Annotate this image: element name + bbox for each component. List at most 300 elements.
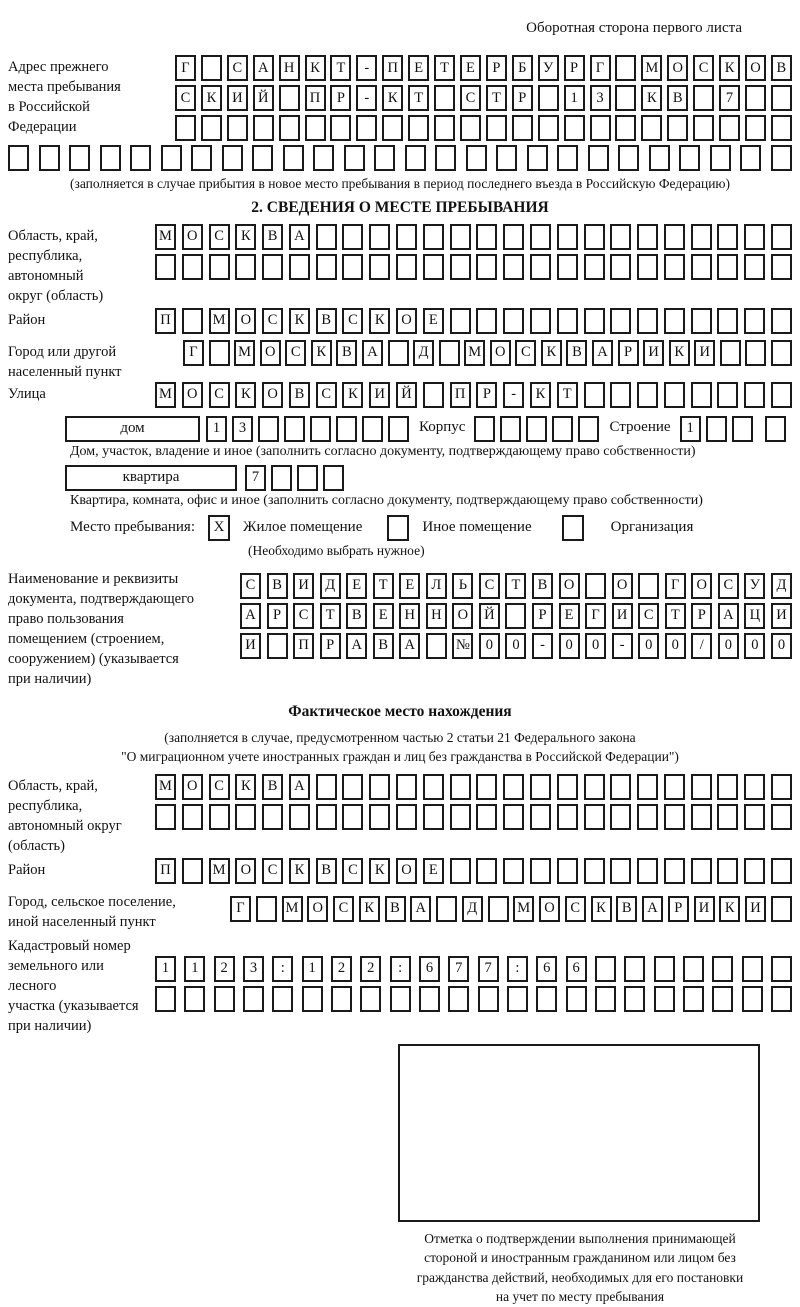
- char-cell[interactable]: [369, 254, 390, 280]
- char-cell[interactable]: [771, 340, 792, 366]
- char-cell[interactable]: [691, 774, 712, 800]
- char-cell[interactable]: А: [289, 224, 310, 250]
- char-cell[interactable]: [536, 986, 557, 1012]
- char-cell[interactable]: -: [356, 55, 377, 81]
- char-cell[interactable]: Й: [253, 85, 274, 111]
- char-cell[interactable]: И: [771, 603, 792, 629]
- char-cell[interactable]: [262, 254, 283, 280]
- char-cell[interactable]: С: [209, 224, 230, 250]
- char-cell[interactable]: К: [530, 382, 551, 408]
- char-cell[interactable]: В: [316, 858, 337, 884]
- char-cell[interactable]: [336, 416, 357, 442]
- char-cell[interactable]: О: [182, 224, 203, 250]
- char-cell[interactable]: [507, 986, 528, 1012]
- char-cell[interactable]: 0: [638, 633, 659, 659]
- char-cell[interactable]: -: [612, 633, 633, 659]
- char-cell[interactable]: [289, 804, 310, 830]
- char-cell[interactable]: [765, 416, 786, 442]
- char-cell[interactable]: [578, 416, 599, 442]
- char-cell[interactable]: [771, 956, 792, 982]
- char-cell[interactable]: [262, 804, 283, 830]
- char-cell[interactable]: К: [541, 340, 562, 366]
- char-cell[interactable]: М: [234, 340, 255, 366]
- char-cell[interactable]: Р: [691, 603, 712, 629]
- char-cell[interactable]: /: [691, 633, 712, 659]
- char-cell[interactable]: [476, 804, 497, 830]
- char-cell[interactable]: 1: [184, 956, 205, 982]
- char-cell[interactable]: 0: [505, 633, 526, 659]
- char-cell[interactable]: [654, 986, 675, 1012]
- char-cell[interactable]: [610, 858, 631, 884]
- char-cell[interactable]: [342, 224, 363, 250]
- char-cell[interactable]: И: [293, 573, 314, 599]
- char-cell[interactable]: [222, 145, 243, 171]
- char-cell[interactable]: 3: [590, 85, 611, 111]
- char-cell[interactable]: П: [155, 858, 176, 884]
- char-cell[interactable]: В: [262, 224, 283, 250]
- char-cell[interactable]: 1: [155, 956, 176, 982]
- char-cell[interactable]: О: [235, 858, 256, 884]
- char-cell[interactable]: [279, 85, 300, 111]
- char-cell[interactable]: Е: [408, 55, 429, 81]
- char-cell[interactable]: А: [399, 633, 420, 659]
- char-cell[interactable]: 2: [214, 956, 235, 982]
- char-cell[interactable]: [450, 254, 471, 280]
- char-cell[interactable]: [390, 986, 411, 1012]
- char-cell[interactable]: В: [532, 573, 553, 599]
- char-cell[interactable]: [360, 986, 381, 1012]
- char-cell[interactable]: [664, 804, 685, 830]
- char-cell[interactable]: [610, 774, 631, 800]
- char-cell[interactable]: [201, 55, 222, 81]
- char-cell[interactable]: [297, 465, 318, 491]
- char-cell[interactable]: [641, 115, 662, 141]
- char-cell[interactable]: Ь: [452, 573, 473, 599]
- char-cell[interactable]: [388, 416, 409, 442]
- char-cell[interactable]: [503, 224, 524, 250]
- char-cell[interactable]: [584, 254, 605, 280]
- char-cell[interactable]: [331, 986, 352, 1012]
- char-cell[interactable]: В: [336, 340, 357, 366]
- char-cell[interactable]: [100, 145, 121, 171]
- char-cell[interactable]: [564, 115, 585, 141]
- char-cell[interactable]: [732, 416, 753, 442]
- char-cell[interactable]: [476, 308, 497, 334]
- char-cell[interactable]: [439, 340, 460, 366]
- char-cell[interactable]: [316, 804, 337, 830]
- char-cell[interactable]: [243, 986, 264, 1012]
- stay-option-other-checkbox[interactable]: [387, 515, 409, 541]
- char-cell[interactable]: Р: [476, 382, 497, 408]
- char-cell[interactable]: [664, 382, 685, 408]
- char-cell[interactable]: С: [175, 85, 196, 111]
- char-cell[interactable]: [742, 956, 763, 982]
- char-cell[interactable]: [313, 145, 334, 171]
- char-cell[interactable]: О: [260, 340, 281, 366]
- char-cell[interactable]: 0: [771, 633, 792, 659]
- char-cell[interactable]: Е: [423, 308, 444, 334]
- char-cell[interactable]: [448, 986, 469, 1012]
- char-cell[interactable]: [423, 804, 444, 830]
- char-cell[interactable]: Е: [559, 603, 580, 629]
- char-cell[interactable]: И: [694, 896, 715, 922]
- char-cell[interactable]: [182, 308, 203, 334]
- char-cell[interactable]: [693, 85, 714, 111]
- char-cell[interactable]: 6: [566, 956, 587, 982]
- char-cell[interactable]: [771, 308, 792, 334]
- char-cell[interactable]: [530, 858, 551, 884]
- char-cell[interactable]: [683, 986, 704, 1012]
- char-cell[interactable]: [717, 382, 738, 408]
- char-cell[interactable]: [182, 858, 203, 884]
- char-cell[interactable]: 7: [478, 956, 499, 982]
- char-cell[interactable]: [584, 774, 605, 800]
- char-cell[interactable]: [396, 774, 417, 800]
- char-cell[interactable]: [184, 986, 205, 1012]
- char-cell[interactable]: [305, 115, 326, 141]
- char-cell[interactable]: [693, 115, 714, 141]
- char-cell[interactable]: [584, 858, 605, 884]
- char-cell[interactable]: [258, 416, 279, 442]
- char-cell[interactable]: [476, 774, 497, 800]
- char-cell[interactable]: [388, 340, 409, 366]
- char-cell[interactable]: [771, 774, 792, 800]
- char-cell[interactable]: О: [667, 55, 688, 81]
- char-cell[interactable]: С: [285, 340, 306, 366]
- char-cell[interactable]: П: [155, 308, 176, 334]
- char-cell[interactable]: [557, 254, 578, 280]
- char-cell[interactable]: А: [289, 774, 310, 800]
- char-cell[interactable]: И: [240, 633, 261, 659]
- char-cell[interactable]: [450, 224, 471, 250]
- char-cell[interactable]: Г: [590, 55, 611, 81]
- char-cell[interactable]: Т: [665, 603, 686, 629]
- char-cell[interactable]: Т: [408, 85, 429, 111]
- char-cell[interactable]: И: [227, 85, 248, 111]
- char-cell[interactable]: [201, 115, 222, 141]
- char-cell[interactable]: К: [342, 382, 363, 408]
- char-cell[interactable]: [450, 804, 471, 830]
- char-cell[interactable]: К: [641, 85, 662, 111]
- char-cell[interactable]: [450, 858, 471, 884]
- char-cell[interactable]: [182, 804, 203, 830]
- char-cell[interactable]: [744, 382, 765, 408]
- char-cell[interactable]: В: [566, 340, 587, 366]
- char-cell[interactable]: [423, 382, 444, 408]
- char-cell[interactable]: 0: [585, 633, 606, 659]
- char-cell[interactable]: [588, 145, 609, 171]
- char-cell[interactable]: [552, 416, 573, 442]
- char-cell[interactable]: К: [201, 85, 222, 111]
- char-cell[interactable]: [771, 896, 792, 922]
- char-cell[interactable]: [771, 382, 792, 408]
- char-cell[interactable]: [637, 254, 658, 280]
- char-cell[interactable]: [557, 308, 578, 334]
- char-cell[interactable]: [740, 145, 761, 171]
- char-cell[interactable]: [235, 254, 256, 280]
- char-cell[interactable]: А: [362, 340, 383, 366]
- char-cell[interactable]: О: [691, 573, 712, 599]
- char-cell[interactable]: [712, 986, 733, 1012]
- char-cell[interactable]: [744, 774, 765, 800]
- char-cell[interactable]: [423, 224, 444, 250]
- char-cell[interactable]: М: [155, 382, 176, 408]
- char-cell[interactable]: [316, 254, 337, 280]
- char-cell[interactable]: [69, 145, 90, 171]
- char-cell[interactable]: [745, 115, 766, 141]
- char-cell[interactable]: Р: [320, 633, 341, 659]
- char-cell[interactable]: 0: [718, 633, 739, 659]
- char-cell[interactable]: В: [267, 573, 288, 599]
- char-cell[interactable]: [155, 254, 176, 280]
- char-cell[interactable]: [500, 416, 521, 442]
- char-cell[interactable]: [503, 804, 524, 830]
- char-cell[interactable]: [679, 145, 700, 171]
- char-cell[interactable]: М: [209, 308, 230, 334]
- char-cell[interactable]: Р: [512, 85, 533, 111]
- char-cell[interactable]: А: [410, 896, 431, 922]
- char-cell[interactable]: А: [253, 55, 274, 81]
- char-cell[interactable]: [744, 224, 765, 250]
- char-cell[interactable]: [610, 224, 631, 250]
- char-cell[interactable]: О: [559, 573, 580, 599]
- char-cell[interactable]: [624, 986, 645, 1012]
- char-cell[interactable]: И: [643, 340, 664, 366]
- char-cell[interactable]: Т: [434, 55, 455, 81]
- char-cell[interactable]: А: [718, 603, 739, 629]
- char-cell[interactable]: А: [346, 633, 367, 659]
- char-cell[interactable]: [717, 254, 738, 280]
- char-cell[interactable]: С: [293, 603, 314, 629]
- char-cell[interactable]: С: [479, 573, 500, 599]
- char-cell[interactable]: [771, 224, 792, 250]
- char-cell[interactable]: [466, 145, 487, 171]
- char-cell[interactable]: [683, 956, 704, 982]
- char-cell[interactable]: В: [262, 774, 283, 800]
- char-cell[interactable]: [396, 804, 417, 830]
- char-cell[interactable]: [585, 573, 606, 599]
- char-cell[interactable]: М: [513, 896, 534, 922]
- char-cell[interactable]: [175, 115, 196, 141]
- char-cell[interactable]: [720, 340, 741, 366]
- char-cell[interactable]: В: [289, 382, 310, 408]
- char-cell[interactable]: [526, 416, 547, 442]
- char-cell[interactable]: [505, 603, 526, 629]
- char-cell[interactable]: [503, 774, 524, 800]
- char-cell[interactable]: М: [282, 896, 303, 922]
- char-cell[interactable]: 2: [331, 956, 352, 982]
- char-cell[interactable]: С: [333, 896, 354, 922]
- char-cell[interactable]: С: [262, 308, 283, 334]
- char-cell[interactable]: [476, 224, 497, 250]
- char-cell[interactable]: [664, 774, 685, 800]
- char-cell[interactable]: [272, 986, 293, 1012]
- char-cell[interactable]: [191, 145, 212, 171]
- char-cell[interactable]: [710, 145, 731, 171]
- char-cell[interactable]: 7: [719, 85, 740, 111]
- char-cell[interactable]: [476, 858, 497, 884]
- char-cell[interactable]: -: [532, 633, 553, 659]
- char-cell[interactable]: [744, 804, 765, 830]
- char-cell[interactable]: С: [209, 382, 230, 408]
- char-cell[interactable]: [742, 986, 763, 1012]
- char-cell[interactable]: [744, 308, 765, 334]
- char-cell[interactable]: -: [356, 85, 377, 111]
- char-cell[interactable]: [618, 145, 639, 171]
- char-cell[interactable]: [637, 774, 658, 800]
- char-cell[interactable]: [584, 382, 605, 408]
- char-cell[interactable]: [771, 804, 792, 830]
- char-cell[interactable]: О: [396, 308, 417, 334]
- char-cell[interactable]: [610, 254, 631, 280]
- char-cell[interactable]: [460, 115, 481, 141]
- char-cell[interactable]: [667, 115, 688, 141]
- char-cell[interactable]: [289, 254, 310, 280]
- char-cell[interactable]: [408, 115, 429, 141]
- char-cell[interactable]: К: [369, 858, 390, 884]
- char-cell[interactable]: [130, 145, 151, 171]
- char-cell[interactable]: В: [316, 308, 337, 334]
- char-cell[interactable]: [637, 804, 658, 830]
- char-cell[interactable]: [615, 85, 636, 111]
- char-cell[interactable]: [342, 774, 363, 800]
- char-cell[interactable]: [209, 254, 230, 280]
- char-cell[interactable]: [310, 416, 331, 442]
- char-cell[interactable]: О: [182, 774, 203, 800]
- char-cell[interactable]: С: [316, 382, 337, 408]
- char-cell[interactable]: 0: [479, 633, 500, 659]
- char-cell[interactable]: [344, 145, 365, 171]
- char-cell[interactable]: [615, 115, 636, 141]
- char-cell[interactable]: [637, 308, 658, 334]
- char-cell[interactable]: [435, 145, 456, 171]
- char-cell[interactable]: [649, 145, 670, 171]
- char-cell[interactable]: [396, 224, 417, 250]
- char-cell[interactable]: [584, 804, 605, 830]
- char-cell[interactable]: [717, 804, 738, 830]
- char-cell[interactable]: [538, 85, 559, 111]
- char-cell[interactable]: И: [612, 603, 633, 629]
- char-cell[interactable]: [717, 774, 738, 800]
- char-cell[interactable]: М: [464, 340, 485, 366]
- char-cell[interactable]: [235, 804, 256, 830]
- char-cell[interactable]: Д: [462, 896, 483, 922]
- char-cell[interactable]: [284, 416, 305, 442]
- char-cell[interactable]: [342, 254, 363, 280]
- char-cell[interactable]: [654, 956, 675, 982]
- char-cell[interactable]: А: [592, 340, 613, 366]
- char-cell[interactable]: [691, 254, 712, 280]
- char-cell[interactable]: Г: [175, 55, 196, 81]
- char-cell[interactable]: [637, 858, 658, 884]
- stay-option-organization-checkbox[interactable]: [562, 515, 584, 541]
- char-cell[interactable]: [530, 308, 551, 334]
- char-cell[interactable]: К: [235, 224, 256, 250]
- char-cell[interactable]: С: [342, 308, 363, 334]
- char-cell[interactable]: [557, 858, 578, 884]
- char-cell[interactable]: [436, 896, 457, 922]
- char-cell[interactable]: [323, 465, 344, 491]
- char-cell[interactable]: [182, 254, 203, 280]
- char-cell[interactable]: [771, 145, 792, 171]
- char-cell[interactable]: М: [209, 858, 230, 884]
- char-cell[interactable]: Т: [330, 55, 351, 81]
- char-cell[interactable]: [476, 254, 497, 280]
- char-cell[interactable]: 6: [536, 956, 557, 982]
- char-cell[interactable]: [419, 986, 440, 1012]
- char-cell[interactable]: [488, 896, 509, 922]
- char-cell[interactable]: [557, 804, 578, 830]
- char-cell[interactable]: [691, 224, 712, 250]
- char-cell[interactable]: Р: [618, 340, 639, 366]
- char-cell[interactable]: С: [515, 340, 536, 366]
- char-cell[interactable]: О: [307, 896, 328, 922]
- char-cell[interactable]: О: [235, 308, 256, 334]
- char-cell[interactable]: [712, 956, 733, 982]
- char-cell[interactable]: [423, 774, 444, 800]
- char-cell[interactable]: С: [342, 858, 363, 884]
- char-cell[interactable]: С: [240, 573, 261, 599]
- char-cell[interactable]: К: [719, 896, 740, 922]
- char-cell[interactable]: №: [452, 633, 473, 659]
- char-cell[interactable]: У: [744, 573, 765, 599]
- char-cell[interactable]: [557, 224, 578, 250]
- char-cell[interactable]: [434, 115, 455, 141]
- char-cell[interactable]: [538, 115, 559, 141]
- char-cell[interactable]: [664, 858, 685, 884]
- char-cell[interactable]: С: [565, 896, 586, 922]
- char-cell[interactable]: :: [390, 956, 411, 982]
- char-cell[interactable]: С: [227, 55, 248, 81]
- char-cell[interactable]: [610, 804, 631, 830]
- char-cell[interactable]: [584, 224, 605, 250]
- char-cell[interactable]: Н: [279, 55, 300, 81]
- char-cell[interactable]: Д: [413, 340, 434, 366]
- char-cell[interactable]: К: [289, 308, 310, 334]
- char-cell[interactable]: Й: [479, 603, 500, 629]
- char-cell[interactable]: [503, 308, 524, 334]
- char-cell[interactable]: [590, 115, 611, 141]
- char-cell[interactable]: Г: [665, 573, 686, 599]
- char-cell[interactable]: О: [262, 382, 283, 408]
- char-cell[interactable]: 0: [744, 633, 765, 659]
- char-cell[interactable]: [624, 956, 645, 982]
- char-cell[interactable]: Т: [320, 603, 341, 629]
- char-cell[interactable]: С: [693, 55, 714, 81]
- char-cell[interactable]: [503, 254, 524, 280]
- char-cell[interactable]: 7: [448, 956, 469, 982]
- char-cell[interactable]: [450, 308, 471, 334]
- char-cell[interactable]: [369, 774, 390, 800]
- char-cell[interactable]: 1: [680, 416, 701, 442]
- char-cell[interactable]: [374, 145, 395, 171]
- char-cell[interactable]: [530, 774, 551, 800]
- char-cell[interactable]: Д: [771, 573, 792, 599]
- char-cell[interactable]: [396, 254, 417, 280]
- char-cell[interactable]: [719, 115, 740, 141]
- char-cell[interactable]: А: [240, 603, 261, 629]
- char-cell[interactable]: О: [182, 382, 203, 408]
- char-cell[interactable]: Д: [320, 573, 341, 599]
- char-cell[interactable]: [530, 254, 551, 280]
- char-cell[interactable]: [771, 85, 792, 111]
- char-cell[interactable]: П: [305, 85, 326, 111]
- char-cell[interactable]: [279, 115, 300, 141]
- char-cell[interactable]: [474, 416, 495, 442]
- char-cell[interactable]: Т: [373, 573, 394, 599]
- char-cell[interactable]: [664, 254, 685, 280]
- char-cell[interactable]: [691, 382, 712, 408]
